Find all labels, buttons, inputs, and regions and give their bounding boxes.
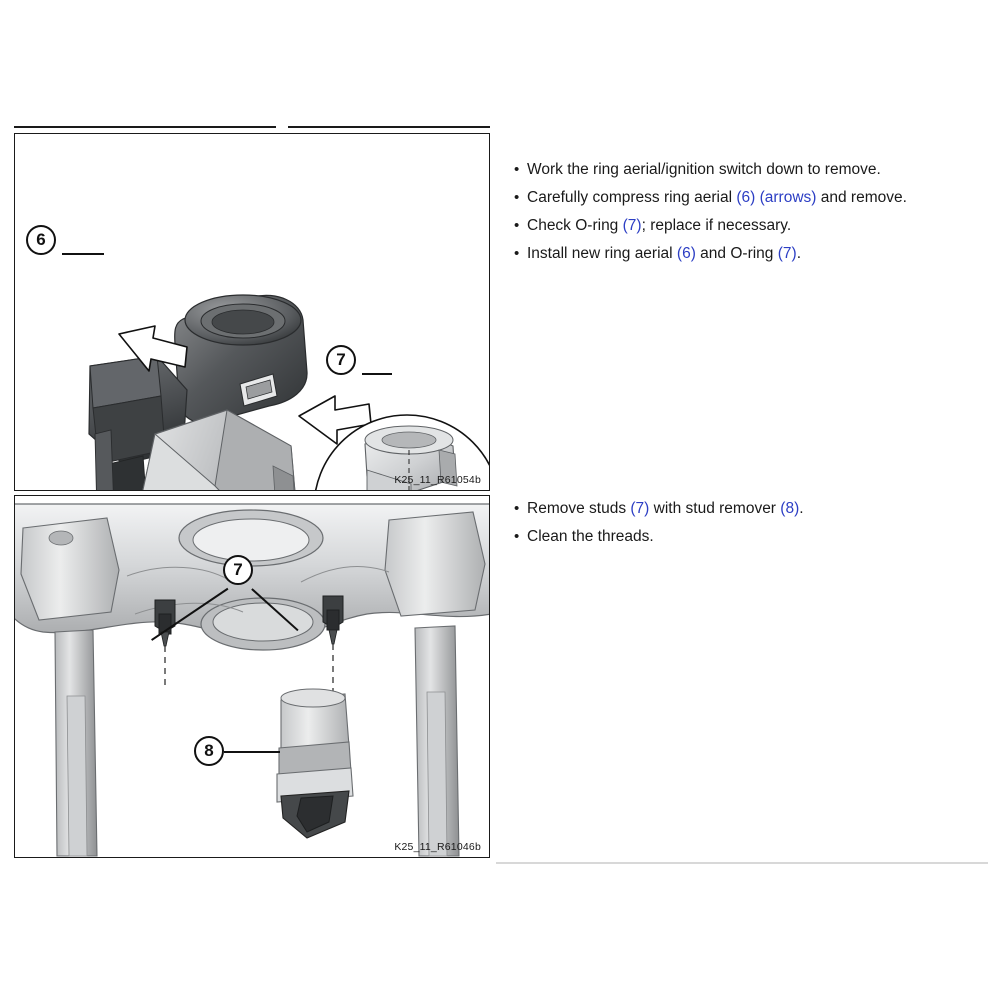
list-item-text [527,157,984,182]
text-part: . [799,500,804,517]
figure-ring-aerial [14,133,490,491]
instructions-block-1 [514,157,984,269]
text-part: Install new ring aerial [527,245,677,262]
text-part: Check O-ring [527,217,623,234]
list-item-text [527,213,984,238]
top-rule-right [288,126,490,128]
callout-7-studs: 7 [223,555,253,585]
figure-code-2: K25_11_R61046b [394,841,481,853]
leader-8 [224,751,280,753]
part-reference: (7) [630,500,650,517]
bullet-marker: • [514,500,520,517]
text-part: and remove. [816,189,907,206]
instructions-block-2 [514,496,984,552]
list-item [514,185,984,210]
figure-stud-remover-artwork [15,496,490,858]
list-item [514,241,984,266]
list-item [514,496,984,521]
bullet-marker: • [514,217,520,234]
list-item [514,524,984,549]
part-reference: (6) [736,189,756,206]
text-part: and O-ring [695,245,778,262]
callout-6: 6 [26,225,56,255]
bullet-marker: • [514,528,520,545]
list-item-text [527,524,984,549]
list-item [514,157,984,182]
bullet-marker: • [514,189,520,206]
bullet-marker: • [514,161,520,178]
part-reference: (arrows) [759,189,817,206]
part-reference: (7) [622,217,642,234]
footer-divider [496,862,988,864]
part-reference: (7) [777,245,797,262]
callout-8-tool: 8 [194,736,224,766]
list-item [514,213,984,238]
leader-7-detail [362,373,392,375]
figure-code-1: K25_11_R61054b [394,474,481,486]
callout-7-detail: 7 [326,345,356,375]
part-reference: (6) [676,245,696,262]
part-reference: (8) [780,500,800,517]
figure-stud-remover [14,495,490,858]
figure-ring-aerial-artwork [15,134,490,491]
list-item-text [527,496,984,521]
text-part: Work the ring aerial/ignition switch down to remove. [527,161,881,178]
text-part: Carefully compress ring aerial [527,189,737,206]
text-part: Remove studs [527,500,631,517]
text-part: with stud remover [649,500,781,517]
text-part: Clean the threads. [527,528,654,545]
leader-6 [62,253,104,255]
bullet-marker: • [514,245,520,262]
text-part: ; replace if necessary. [641,217,792,234]
text-part: . [796,245,801,262]
list-item-text [527,241,984,266]
list-item-text [527,185,984,210]
top-rule-left [14,126,276,128]
